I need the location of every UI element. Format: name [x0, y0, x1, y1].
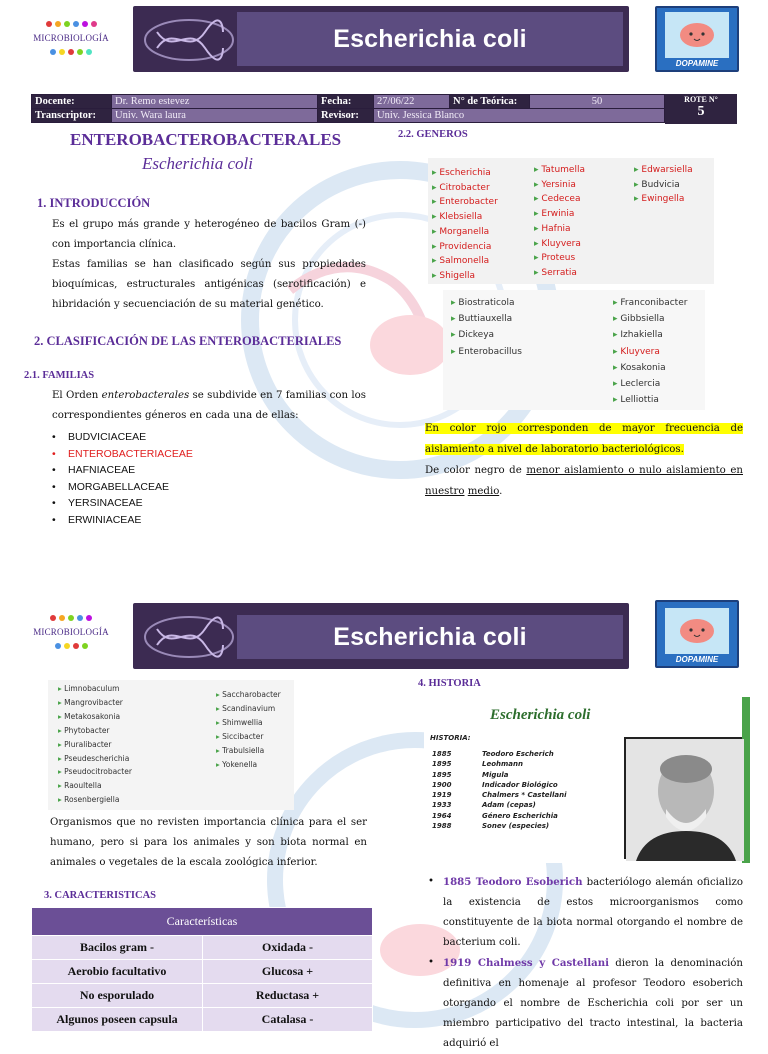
genus-item: ▸ Pluralibacter	[58, 738, 132, 752]
color-note-red: En color rojo corresponden de mayor frecuencia de aislamiento a nivel de laboratorio bacteriológicos.	[425, 423, 743, 455]
family-item: • HAFNIACEAE	[52, 462, 193, 479]
color-note-black-a: De color negro de	[425, 465, 527, 476]
revisor-label: Revisor:	[318, 109, 374, 123]
genera2-col-1	[451, 295, 522, 360]
history-names	[482, 749, 566, 831]
table-cell: Algunos poseen capsula	[32, 1008, 203, 1032]
germ-icons	[50, 615, 92, 621]
color-note-black-end: .	[499, 486, 503, 497]
history-name: Teodoro Escherich	[482, 750, 554, 758]
genus-item: ▸ Pseudescherichia	[58, 752, 132, 766]
genus-item: ▸ Enterobacter	[432, 195, 498, 210]
family-item: • MORGABELLACEAE	[52, 479, 193, 496]
organisms-text: Organismos que no revisten importancia clínica para el ser humano, pero si para los animales y son biota normal en animales o vegetales de la escala zoológica inferior.	[50, 817, 367, 868]
microbiology-logo	[30, 4, 112, 72]
genus-item: ▸ Franconibacter	[613, 295, 687, 311]
genus-item: ▸ Mangrovibacter	[58, 696, 132, 710]
history-image	[424, 697, 750, 863]
characteristics-table	[31, 907, 373, 1032]
table-cell: Reductasa +	[203, 984, 373, 1008]
families-intro-em: enterobacterales	[101, 390, 190, 401]
genus-item: ▸ Citrobacter	[432, 181, 498, 196]
history-year: 1988	[432, 822, 452, 831]
section-22-heading: 2.2. GENEROS	[398, 129, 468, 140]
genus-item: ▸ Saccharobacter	[216, 688, 281, 702]
history-year: 1895	[432, 770, 452, 779]
genus-item: ▸ Metakosakonia	[58, 710, 132, 724]
families-intro	[52, 386, 366, 426]
genus-item: ▸ Proteus	[534, 251, 585, 266]
history-name: Adam (cepas)	[482, 801, 536, 810]
family-item: • ENTEROBACTERIACEAE	[52, 446, 193, 463]
intro-paragraph-2: Estas familias se han clasificado según sus propiedades bioquímicas, estructurales antigénicas (serotificación) e hibridación y secuenciación de su material genético.	[52, 259, 366, 310]
doc-title: ENTEROBACTEROBACTERALES	[70, 130, 342, 149]
genus-item: ▸ Yokenella	[216, 758, 281, 772]
history-bullet-lead: 1885 Teodoro Esoberich	[443, 876, 583, 888]
genus-item: ▸ Tatumella	[534, 163, 585, 178]
history-name: Chalmers * Castellani	[482, 791, 567, 800]
section-2-heading: 2. CLASIFICACIÓN DE LAS ENTEROBACTERIALES	[34, 334, 342, 348]
info-table	[31, 94, 665, 123]
genus-item: ▸ Providencia	[432, 240, 498, 255]
page-title: Escherichia coli	[333, 622, 527, 651]
table-header: Características	[32, 908, 373, 936]
brain-icon	[665, 12, 729, 58]
table-cell: Glucosa +	[203, 960, 373, 984]
section-1-heading: 1. INTRODUCCIÓN	[37, 196, 151, 210]
germ-icons-bottom	[55, 643, 88, 649]
rote-value: 5	[697, 104, 705, 119]
genus-item: ▸ Erwinia	[534, 207, 585, 222]
genera3-col-1	[58, 682, 132, 807]
history-bullet-lead: 1919 Chalmess y Castellani	[443, 957, 609, 969]
table-cell: Bacilos gram -	[32, 936, 203, 960]
fecha-label: Fecha:	[318, 95, 374, 109]
history-year: 1900	[432, 780, 452, 789]
history-year: 1895	[432, 760, 452, 769]
title-panel	[237, 12, 623, 66]
docente-value: Dr. Remo estevez	[112, 95, 318, 109]
dna-icon	[143, 615, 235, 659]
genus-item: ▸ Siccibacter	[216, 730, 281, 744]
genus-item: ▸ Hafnia	[534, 222, 585, 237]
genus-item: ▸ Gibbsiella	[613, 311, 687, 327]
table-cell: Aerobio facultativo	[32, 960, 203, 984]
genus-item: ▸ Enterobacillus	[451, 344, 522, 360]
germ-icons	[46, 21, 97, 27]
genus-item: ▸ Kluyvera	[534, 237, 585, 252]
family-item: • ERWINIACEAE	[52, 512, 193, 529]
families-intro-a: El Orden	[52, 390, 102, 401]
genus-item: ▸ Kosakonia	[613, 360, 687, 376]
history-year: 1919	[432, 791, 452, 800]
title-banner-2	[133, 603, 629, 669]
genus-item: ▸ Ewingella	[634, 192, 693, 207]
portrait-photo	[624, 737, 742, 859]
genus-item: ▸ Lelliottia	[613, 392, 687, 408]
family-item: • BUDVICIACEAE	[52, 429, 193, 446]
section-21-heading: 2.1. FAMILIAS	[24, 370, 95, 381]
table-row	[32, 960, 373, 984]
microbiology-logo-2	[30, 598, 112, 666]
history-name: Indicador Biológico	[482, 780, 558, 789]
docente-label: Docente:	[32, 95, 112, 109]
teorica-value: 50	[530, 95, 665, 109]
genus-item: ▸ Trabulsiella	[216, 744, 281, 758]
genus-item: ▸ Rosenbergiella	[58, 793, 132, 807]
badge-label: DOPAMINE	[675, 59, 719, 68]
families-list	[52, 429, 193, 528]
fecha-value: 27/06/22	[374, 95, 450, 109]
title-panel	[237, 615, 623, 659]
history-name: Sonev (especies)	[482, 822, 550, 831]
genus-item: ▸ Limnobaculum	[58, 682, 132, 696]
genus-item: ▸ Kluyvera	[613, 344, 687, 360]
table-row	[32, 984, 373, 1008]
genus-item: ▸ Pseudocitrobacter	[58, 765, 132, 779]
rote-label: ROTE N°	[684, 95, 718, 104]
table-row	[32, 1008, 373, 1032]
dna-icon	[143, 18, 235, 62]
table-row	[32, 936, 373, 960]
history-years	[432, 749, 451, 831]
history-bullet	[428, 953, 743, 1054]
genus-item: ▸ Yersinia	[534, 178, 585, 193]
genus-item: ▸ Scandinavium	[216, 702, 281, 716]
genus-item: ▸ Klebsiella	[432, 210, 498, 225]
genus-item: ▸ Budvicia	[634, 178, 693, 193]
genera2-col-2	[613, 295, 687, 408]
genus-item: ▸ Serratia	[534, 266, 585, 281]
family-item: • YERSINACEAE	[52, 495, 193, 512]
genera-col-3	[634, 163, 693, 207]
history-name: Leohmann	[482, 760, 523, 769]
history-title: Escherichia coli	[490, 707, 591, 723]
genus-item: ▸ Izhakiella	[613, 327, 687, 343]
revisor-value: Univ. Jessica Blanco	[374, 109, 665, 123]
genus-item: ▸ Shigella	[432, 269, 498, 284]
genus-item: ▸ Salmonella	[432, 254, 498, 269]
genus-item: ▸ Dickeya	[451, 327, 522, 343]
genus-item: ▸ Morganella	[432, 225, 498, 240]
teorica-label: N° de Teórica:	[450, 95, 530, 109]
intro-paragraph-1: Es el grupo más grande y heterogéneo de bacilos Gram (-) con importancia clínica.	[52, 219, 366, 250]
table-cell: Catalasa -	[203, 1008, 373, 1032]
genus-item: ▸ Biostraticola	[451, 295, 522, 311]
table-cell: Oxidada -	[203, 936, 373, 960]
color-note-black-u1: menor aislamiento o nulo aislamiento en nuestro	[425, 465, 743, 497]
genera3-col-2	[216, 688, 281, 771]
history-bullet-text: bacteriólogo alemán oficializo la existencia de estos microorganismos como constituyente de la biota normal otorgando el nombre de bacterium coli.	[443, 877, 743, 948]
genus-item: ▸ Phytobacter	[58, 724, 132, 738]
genus-item: ▸ Escherichia	[432, 166, 498, 181]
logo-label: MICROBIOLOGÍA	[33, 627, 109, 637]
genera-col-1	[432, 166, 498, 284]
color-note-black-u2: medio	[467, 486, 500, 497]
genus-item: ▸ Shimwellia	[216, 716, 281, 730]
history-name: Migula	[482, 770, 509, 779]
genera-image-2	[443, 290, 705, 410]
transcriptor-label: Transcriptor:	[32, 109, 112, 123]
genus-item: ▸ Raoultella	[58, 779, 132, 793]
history-year: 1885	[432, 750, 452, 758]
section-4-heading: 4. HISTORIA	[418, 678, 481, 689]
genera-image-1	[428, 158, 714, 284]
history-label: HISTORIA:	[430, 734, 471, 742]
dopamine-badge-2	[655, 600, 739, 668]
doc-subtitle: Escherichia coli	[142, 154, 253, 173]
table-cell: No esporulado	[32, 984, 203, 1008]
genus-item: ▸ Buttiauxella	[451, 311, 522, 327]
history-bullets	[428, 872, 743, 1054]
dopamine-badge	[655, 6, 739, 72]
history-year: 1933	[432, 801, 452, 810]
page-title: Escherichia coli	[333, 24, 527, 53]
intro-text	[52, 215, 366, 315]
families-intro-b: se subdivide en 7 familias con los correspondientes géneros en cada una de ellas:	[52, 390, 366, 421]
history-bullet	[428, 872, 743, 953]
bullet-dot: •	[428, 957, 435, 968]
brain-icon	[665, 608, 729, 654]
transcriptor-value: Univ. Wara laura	[112, 109, 318, 123]
genera-col-2	[534, 163, 585, 281]
title-banner	[133, 6, 629, 72]
history-year: 1964	[432, 811, 452, 820]
history-bullet-text: dieron la denominación definitiva en homenaje al profesor Teodoro esoberich otorgando el nombre de Escherichia coli por ser un miembro participativo del tracto intestinal, la bacteria adquirió el	[443, 958, 743, 1049]
genus-item: ▸ Edwarsiella	[634, 163, 693, 178]
section-3-heading: 3. CARACTERISTICAS	[44, 890, 157, 901]
history-name: Género Escherichia	[482, 811, 558, 820]
logo-label: MICROBIOLOGÍA	[33, 33, 109, 43]
genus-item: ▸ Leclercia	[613, 376, 687, 392]
color-note	[425, 418, 743, 502]
germ-icons-bottom	[50, 49, 92, 55]
genera-image-3	[48, 680, 294, 810]
badge-label: DOPAMINE	[675, 655, 719, 664]
rote-box	[665, 94, 737, 124]
genus-item: ▸ Cedecea	[534, 192, 585, 207]
bullet-dot: •	[428, 876, 435, 887]
